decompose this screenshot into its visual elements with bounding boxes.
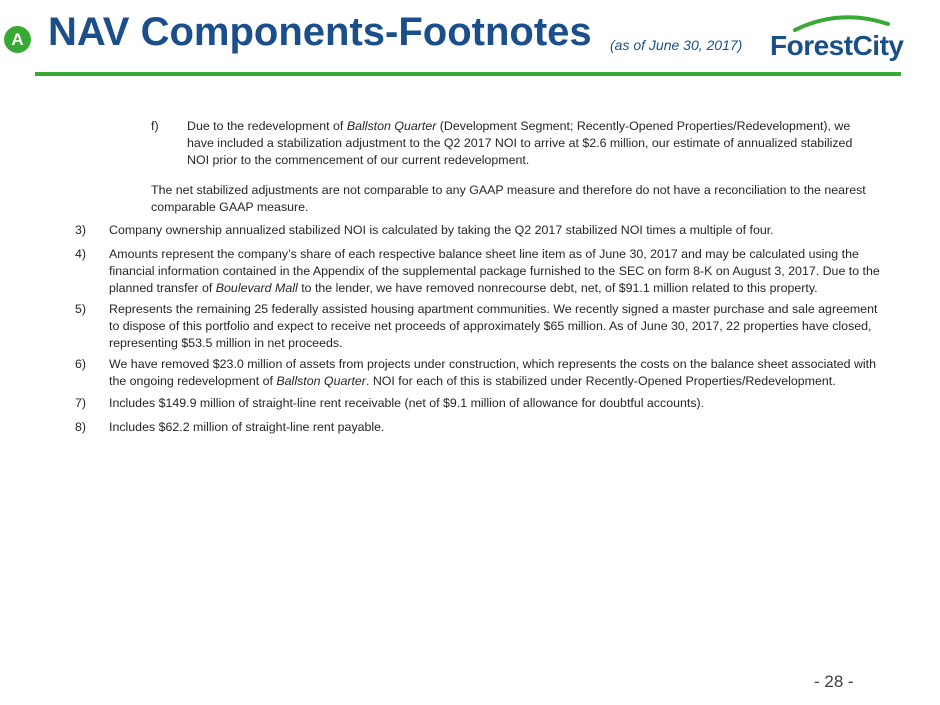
logo-text: ForestCity (770, 30, 904, 61)
footnote-label: f) (151, 119, 159, 133)
logo-arc-icon (770, 12, 905, 32)
footnote-label: 3) (75, 223, 87, 237)
page-number: - 28 - (814, 672, 854, 691)
footnote-label: 5) (75, 302, 87, 316)
page-title: NAV Components-Footnotes (48, 10, 592, 54)
header-divider (35, 72, 901, 76)
footnote-label: 7) (75, 396, 87, 410)
note-text: The net stabilized adjustments are not comparable to any GAAP measure and therefore do not have a reconciliation to the nearest comparable GAAP measure. (151, 183, 866, 214)
footnote-text: We have removed $23.0 million of assets from projects under construction, which represents the costs on the balance sheet associated with the ongoing redevelopment of Ballston Quarter. NOI for each of this is stabilized under Recently-Opened Properties/Redevelopment. (109, 357, 877, 388)
footnote-label: 6) (75, 357, 87, 371)
footnote-text: Due to the redevelopment of Ballston Quarter (Development Segment; Recently-Opened Properties/Redevelopment), we have included a stabilization adjustment to the Q2 2017 NOI to arrive at $2.6 million, our estimate of annualized stabilized NOI prior to the commencement of our current redevelopment. (187, 119, 853, 167)
footnote-text: Represents the remaining 25 federally assisted housing apartment communities. We recently signed a master purchase and sale agreement to dispose of this portfolio and expect to receive net proceeds of approximately $65 million. As of June 30, 2017, 22 properties have closed, representing $53.5 million in net proceeds. (109, 302, 878, 350)
footnote-label: 4) (75, 247, 87, 261)
footnote-label: 8) (75, 420, 87, 434)
footnote-text: Amounts represent the company’s share of each respective balance sheet line item as of June 30, 2017 and may be calculated using the financial information contained in the Appendix of the supplemental package furnished to the SEC on form 8-K on August 3, 2017. Due to the planned transfer of Boulevard Mall to the lender, we have removed nonrecourse debt, net, of $91.1 million related to this property. (109, 247, 880, 295)
footnote-text: Company ownership annualized stabilized NOI is calculated by taking the Q2 2017 stabilized NOI times a multiple of four. (109, 223, 774, 237)
forestcity-logo (770, 12, 905, 64)
footnote-f (0, 118, 940, 170)
net-adjustments-note (151, 182, 877, 216)
footnote-text: Includes $62.2 million of straight-line rent payable. (109, 420, 385, 434)
section-badge: A (4, 26, 31, 53)
as-of-date: (as of June 30, 2017) (610, 37, 743, 53)
footnote-text: Includes $149.9 million of straight-line rent receivable (net of $9.1 million of allowance for doubtful accounts). (109, 396, 705, 410)
